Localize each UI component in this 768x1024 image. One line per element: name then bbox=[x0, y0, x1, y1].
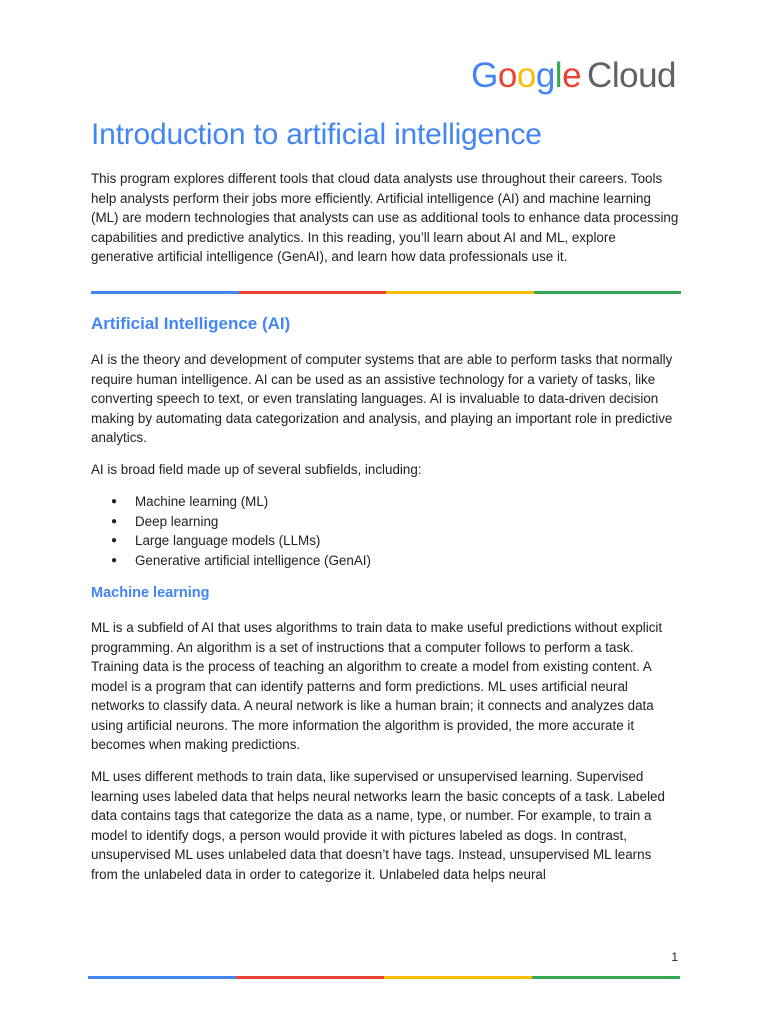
logo-letter: o bbox=[516, 56, 536, 95]
section-heading-ai: Artificial Intelligence (AI) bbox=[91, 314, 291, 333]
list-item: ● Deep learning bbox=[91, 512, 371, 532]
logo-letter: G bbox=[471, 56, 498, 95]
divider-segment bbox=[91, 291, 239, 294]
list-item: ● Generative artificial intelligence (GenAI) bbox=[91, 551, 371, 571]
google-cloud-logo bbox=[471, 56, 676, 96]
ml-paragraph-1: ML is a subfield of AI that uses algorithms to train data to make useful predictions without explicit programming. An algorithm is a set of instructions that a computer follows to perform a task. Training data is the process of teaching an algorithm to create a model from existing content. A model is a program that can identify patterns and form predictions. ML uses artificial neural networks to classify data. A neural network is like a human brain; it connects and analyzes data using artificial neurons. The more information the algorithm is provided, the more accurate it becomes when making predictions. bbox=[91, 620, 663, 752]
divider-segment bbox=[239, 291, 387, 294]
logo-letter: o bbox=[497, 56, 517, 95]
ai-paragraph-2: AI is broad field made up of several subfields, including: bbox=[91, 462, 422, 477]
logo-letter: l bbox=[554, 56, 563, 95]
logo-letter: g bbox=[535, 56, 555, 95]
divider-segment bbox=[532, 976, 680, 979]
divider-segment bbox=[88, 976, 236, 979]
page-title: Introduction to artificial intelligence bbox=[91, 118, 542, 151]
ml-paragraph-2: ML uses different methods to train data, like supervised or unsupervised learning. Supervised learning uses labeled data that helps neural networks learn the basic concepts of a task. Labeled data contains tags that categorize the data as a name, type, or number. For example, to train a model to identify dogs, a person would provide it with pictures labeled as dogs. In contrast, unsupervised ML uses unlabeled data that doesn’t have tags. Instead, unsupervised ML learns from the unlabeled data in order to categorize it. Unlabeled data helps neural bbox=[91, 769, 665, 882]
page-number: 1 bbox=[671, 950, 678, 964]
section-heading-ml: Machine learning bbox=[91, 585, 210, 601]
divider-segment bbox=[236, 976, 384, 979]
subfields-list bbox=[91, 492, 371, 570]
divider-segment bbox=[386, 291, 534, 294]
list-item: ● Large language models (LLMs) bbox=[91, 531, 371, 551]
list-item: ● Machine learning (ML) bbox=[91, 492, 371, 512]
google-wordmark bbox=[471, 56, 581, 96]
footer-divider bbox=[88, 976, 680, 979]
divider-segment bbox=[534, 291, 682, 294]
cloud-wordmark: Cloud bbox=[587, 56, 676, 95]
intro-paragraph: This program explores different tools that cloud data analysts use throughout their careers. Tools help analysts perform their jobs more efficiently. Artificial intelligence (AI) and machine learning (ML) are modern technologies that analysts can use as additional tools to enhance data processing capabilities and predictive analytics. In this reading, you’ll learn about AI and ML, explore generative artificial intelligence (GenAI), and learn how data professionals use it. bbox=[91, 171, 679, 264]
ai-paragraph-1: AI is the theory and development of computer systems that are able to perform tasks that normally require human intelligence. AI can be used as an assistive technology for a variety of tasks, like converting speech to text, or even translating languages. AI is invaluable to data-driven decision making by automating data categorization and analysis, and playing an important role in predictive analytics. bbox=[91, 352, 673, 445]
logo-letter: e bbox=[562, 56, 582, 95]
section-divider bbox=[91, 291, 681, 294]
divider-segment bbox=[384, 976, 532, 979]
